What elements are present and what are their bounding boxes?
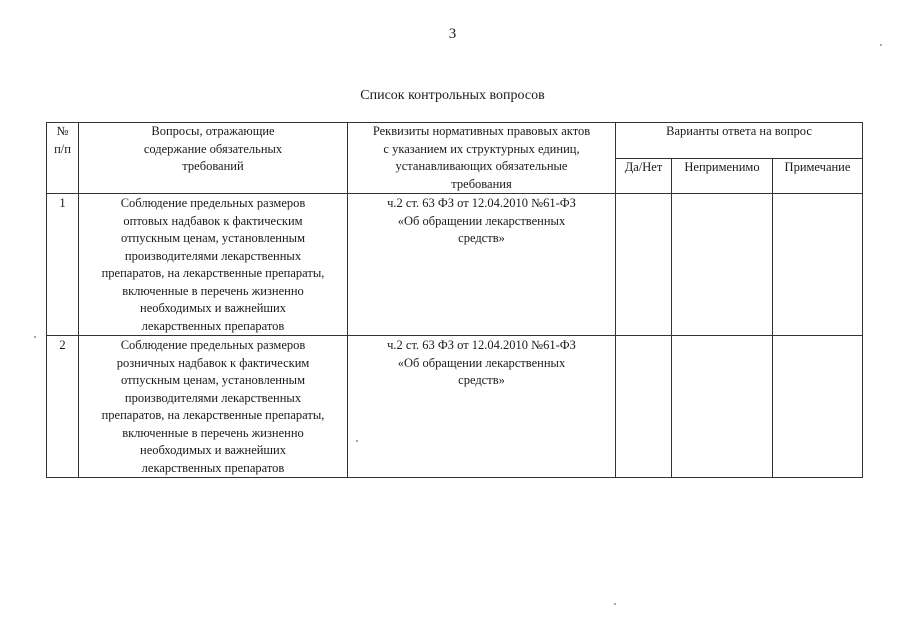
scan-speck	[34, 336, 36, 338]
row-requisites: ч.2 ст. 63 ФЗ от 12.04.2010 №61-ФЗ «Об обращении лекарственных средств»	[348, 336, 616, 478]
header-not-applicable: Неприменимо	[672, 158, 773, 194]
header-question: Вопросы, отражающие содержание обязательных требований	[79, 123, 348, 194]
row-yes-no[interactable]	[616, 194, 672, 336]
header-yes-no: Да/Нет	[616, 158, 672, 194]
row-not-applicable[interactable]	[672, 194, 773, 336]
header-answer-group: Варианты ответа на вопрос	[616, 123, 863, 159]
row-requisites: ч.2 ст. 63 ФЗ от 12.04.2010 №61-ФЗ «Об обращении лекарственных средств»	[348, 194, 616, 336]
checklist-table	[46, 122, 863, 478]
table-row	[47, 194, 863, 336]
header-note: Примечание	[773, 158, 863, 194]
header-requisites: Реквизиты нормативных правовых актов с указанием их структурных единиц, устанавливающих обязательные требования	[348, 123, 616, 194]
scan-speck	[880, 44, 882, 46]
scan-speck	[614, 603, 616, 605]
row-question: Соблюдение предельных размеров розничных надбавок к фактическим отпускным ценам, установленным производителями лекарственных препаратов, на лекарственные препараты, включенные в перечень жизненно необходимых и важнейших лекарственных препаратов	[79, 336, 348, 478]
table-row	[47, 336, 863, 478]
scan-speck	[356, 440, 358, 442]
document-title: Список контрольных вопросов	[360, 88, 545, 103]
header-row	[47, 123, 863, 159]
row-note[interactable]	[773, 194, 863, 336]
row-note[interactable]	[773, 336, 863, 478]
row-yes-no[interactable]	[616, 336, 672, 478]
row-num: 2	[47, 336, 79, 478]
page-number: 3	[448, 26, 457, 42]
row-num: 1	[47, 194, 79, 336]
row-not-applicable[interactable]	[672, 336, 773, 478]
row-question: Соблюдение предельных размеров оптовых надбавок к фактическим отпускным ценам, установленным производителями лекарственных препаратов, на лекарственные препараты, включенные в перечень жизненно необходимых и важнейших лекарственных препаратов	[79, 194, 348, 336]
header-num: № п/п	[47, 123, 79, 194]
